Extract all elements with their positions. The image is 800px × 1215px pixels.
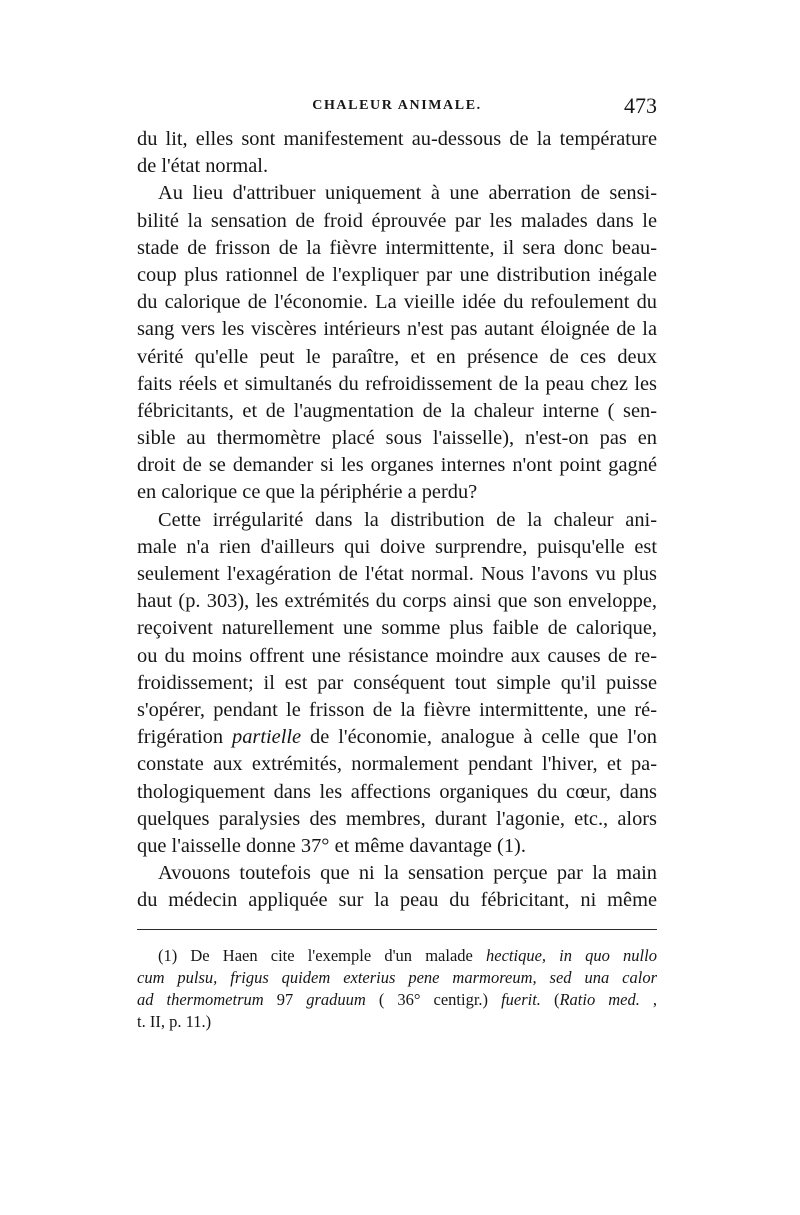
footnote [137,945,657,1033]
footnote-fragment: fuerit. [501,990,541,1009]
text-line: ou du moins offrent une résistance moindre aux causes de re- [137,644,657,667]
running-head [137,93,657,124]
text-line: coup plus rationnel de l'expliquer par une distribution inégale [137,263,657,286]
text-fragment: de l'économie, analogue à celle que l'on [301,726,657,749]
paragraph [137,860,657,914]
text-line: quelques paralysies des membres, durant l'agonie, etc., alors [137,807,657,830]
text-line [137,724,657,751]
body-text [137,126,657,914]
footnote-fragment: cum pulsu, frigus quidem exterius pene marmoreum, sed una calor [137,968,657,987]
footnote-fragment: ( [540,990,560,1009]
footnote-fragment: Ratio med. [559,990,640,1009]
text-line: de l'état normal. [137,155,269,178]
italic-emphasis: partielle [232,726,302,749]
text-fragment: frigération [137,726,233,749]
text-line: sang vers les viscères intérieurs n'est pas autant éloignée de la [137,318,657,341]
footnote-line [137,967,657,989]
text-line: s'opérer, pendant le frisson de la fièvre intermittente, une ré- [137,698,657,721]
footnote-fragment: , [639,990,658,1009]
text-line: que l'aisselle donne 37° et même davantage (1). [137,834,526,857]
footnote-fragment: t. II, p. 11.) [137,1012,212,1031]
paragraph [137,180,657,506]
text-line: stade de frisson de la fièvre intermittente, il sera donc beau- [137,236,657,259]
footnote-fragment: hectique, in quo nullo [486,946,657,965]
text-line: haut (p. 303), les extrémités du corps ainsi que son enveloppe, [137,590,657,613]
text-line: seulement l'exagération de l'état normal. Nous l'avons vu plus [137,563,657,585]
text-line: droit de se demander si les organes internes n'ont point gagné [137,454,657,477]
footnote-fragment: (1) De Haen cite l'exemple d'un malade [158,946,486,965]
text-line: constate aux extrémités, normalement pendant l'hiver, et pa- [137,753,657,776]
footnote-fragment: ad thermometrum [137,990,277,1009]
footnote-rule [137,929,657,930]
text-line: reçoivent naturellement une somme plus faible de calorique, [137,617,657,640]
text-line: faits réels et simultanés du refroidissement de la peau chez les [137,372,657,395]
text-line: fébricitants, et de l'augmentation de la chaleur interne ( sen- [137,399,657,422]
footnote-line [137,989,657,1011]
paragraph [137,126,657,180]
paragraph [137,507,657,860]
text-line: du calorique de l'économie. La vieille idée du refoulement du [137,291,657,314]
text-line: Cette irrégularité dans la distribution de la chaleur ani- [158,508,657,531]
text-line: du lit, elles sont manifestement au-dessous de la température [137,128,657,150]
text-line: male n'a rien d'ailleurs qui doive surprendre, puisqu'elle est [137,535,657,558]
text-line: froidissement; il est par conséquent tout simple qu'il puisse [137,671,657,694]
text-line: du médecin appliquée sur la peau du fébricitant, ni même [137,889,657,912]
text-line: en calorique ce que la périphérie a perdu? [137,481,478,504]
footnote-line [137,1011,657,1033]
text-line: sible au thermomètre placé sous l'aisselle), n'est-on pas en [137,427,657,450]
footnote-fragment: ( 36° centigr.) [365,990,502,1009]
text-line: thologiquement dans les affections organiques du cœur, dans [137,780,657,803]
text-line: Au lieu d'attribuer uniquement à une aberration de sensi- [158,182,657,205]
footnote-line [137,945,657,967]
text-line: bilité la sensation de froid éprouvée par les malades dans le [137,209,657,232]
footnote-fragment: 97 [276,990,307,1009]
text-line: Avouons toutefois que ni la sensation perçue par la main [158,862,657,885]
footnote-fragment: graduum [306,990,366,1009]
running-title: CHALEUR ANIMALE. [312,98,482,113]
text-line: vérité qu'elle peut le paraître, et en présence de ces deux [137,345,657,368]
page-number: 473 [624,93,657,118]
